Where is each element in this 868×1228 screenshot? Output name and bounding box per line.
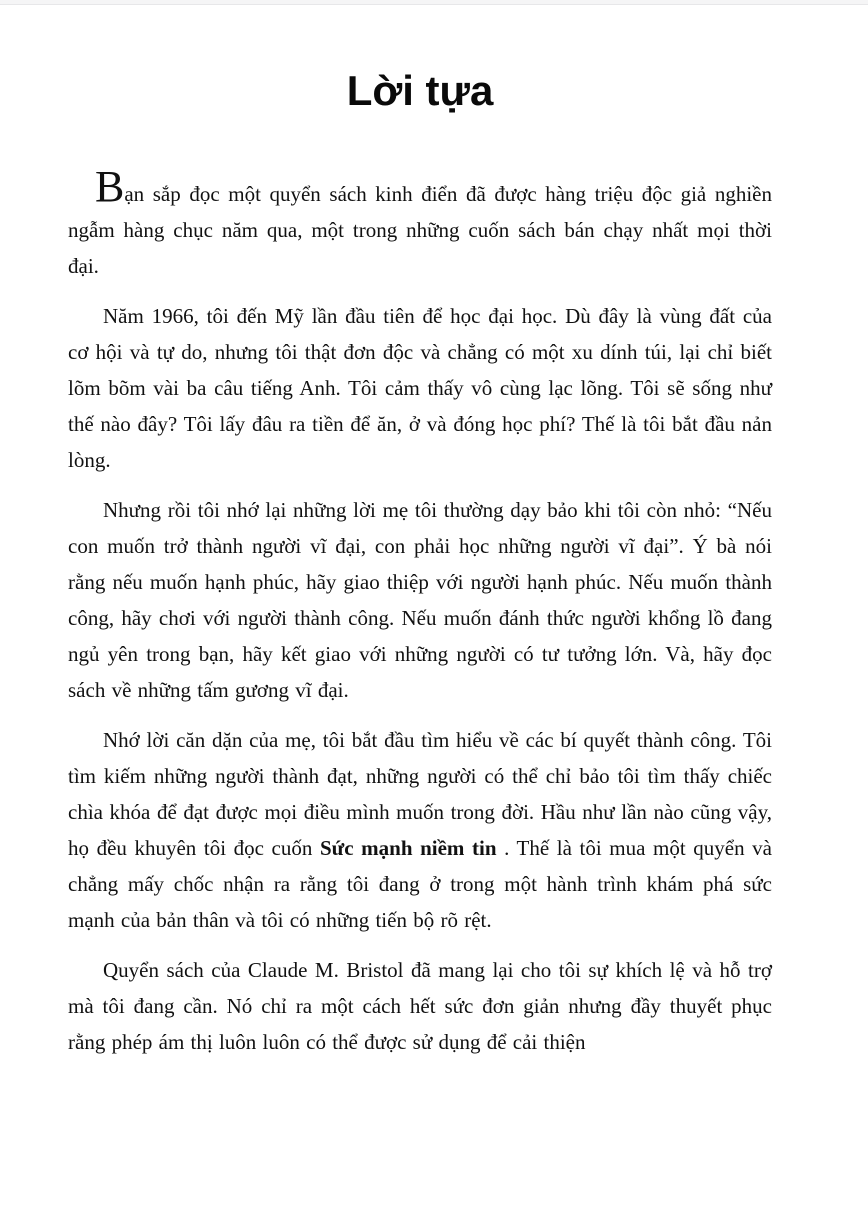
paragraph-5: Quyển sách của Claude M. Bristol đã mang lại cho tôi sự khích lệ và hỗ trợ mà tôi đang cần. Nó chỉ ra một cách hết sức đơn giản nhưng đầy thuyết phục rằng phép ám thị luôn luôn có thể được sử dụng để cải thiện bbox=[68, 958, 772, 1055]
book-title-bold: Sức mạnh niềm tin bbox=[319, 836, 497, 861]
paragraph-1 bbox=[68, 162, 772, 284]
paragraph-4 bbox=[68, 722, 772, 938]
paragraph-4-text-before: Nhớ lời căn dặn của mẹ, tôi bắt đầu tìm hiểu về các bí quyết thành công. Tôi tìm kiếm những người thành đạt, những người có thể chỉ bảo tôi tìm thấy chiếc chìa khóa để đạt được mọi điều mình muốn trong đời. Hầu như lần nào cũng vậy, họ đều khuyên tôi đọc cuốn bbox=[68, 728, 772, 861]
paragraph-2: Năm 1966, tôi đến Mỹ lần đầu tiên để học đại học. Dù đây là vùng đất của cơ hội và tự do, nhưng tôi thật đơn độc và chẳng có một xu dính túi, lại chỉ biết lõm bõm vài ba câu tiếng Anh. Tôi cảm thấy vô cùng lạc lõng. Tôi sẽ sống như thế nào đây? Tôi lấy đâu ra tiền để ăn, ở và đóng học phí? Thế là tôi bắt đầu nản lòng. bbox=[68, 304, 772, 473]
dropcap-initial: B bbox=[95, 162, 125, 212]
page-top-border bbox=[0, 0, 868, 5]
page-title: Lời tựa bbox=[346, 67, 494, 114]
paragraph-1-text: ạn sắp đọc một quyển sách kinh điển đã được hàng triệu độc giả nghiền ngẫm hàng chục năm qua, một trong những cuốn sách bán chạy nhất mọi thời đại. bbox=[68, 182, 772, 279]
paragraph-3: Nhưng rồi tôi nhớ lại những lời mẹ tôi thường dạy bảo khi tôi còn nhỏ: “Nếu con muốn trở thành người vĩ đại, con phải học những người vĩ đại”. Ý bà nói rằng nếu muốn hạnh phúc, hãy giao thiệp với người hạnh phúc. Nếu muốn thành công, hãy chơi với người thành công. Nếu muốn đánh thức người khổng lồ đang ngủ yên trong bạn, hãy kết giao với những người có tư tưởng lớn. Và, hãy đọc sách về những tấm gương vĩ đại. bbox=[68, 498, 772, 703]
paragraph-4-text-after: . Thế là tôi mua một quyển và chẳng mấy chốc nhận ra rằng tôi đang ở trong một hành trình khám phá sức mạnh của bản thân và tôi có những tiến bộ rõ rệt. bbox=[68, 836, 773, 933]
